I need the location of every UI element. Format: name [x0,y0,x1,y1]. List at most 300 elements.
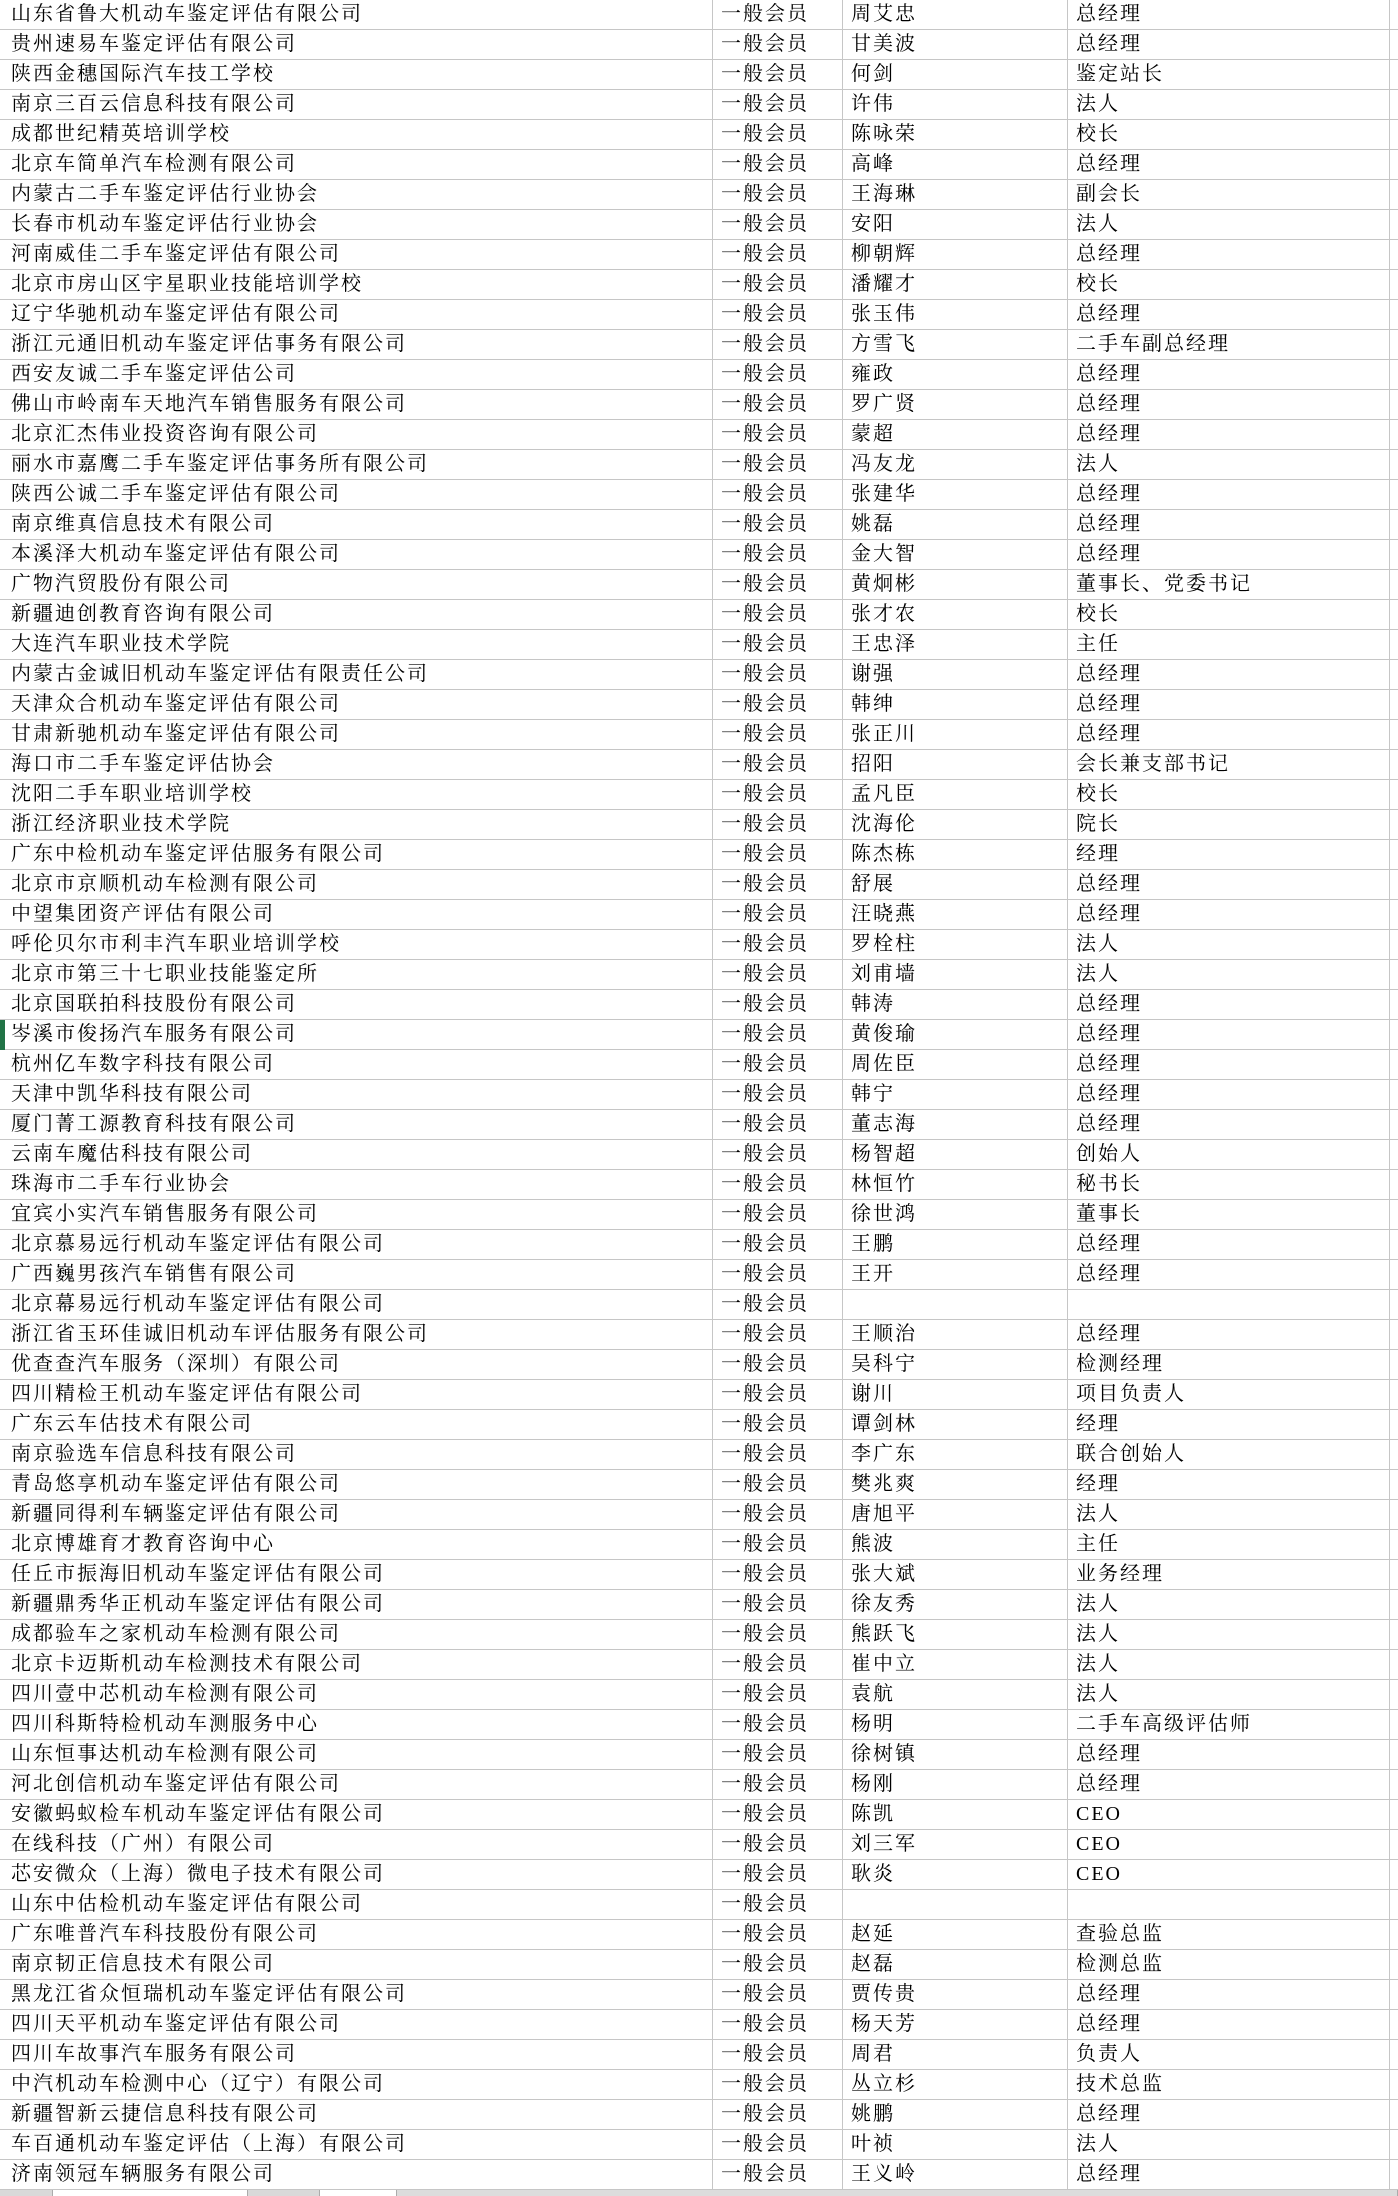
cell-membership[interactable]: 一般会员 [713,1500,843,1530]
cell-membership[interactable]: 一般会员 [713,510,843,540]
cell-title[interactable]: 法人 [1068,2130,1390,2160]
cell-next-column-sliver[interactable] [1390,2100,1398,2130]
cell-membership[interactable]: 一般会员 [713,1680,843,1710]
cell-next-column-sliver[interactable] [1390,1380,1398,1410]
cell-contact[interactable]: 陈杰栋 [843,840,1068,870]
cell-company[interactable]: 杭州亿车数字科技有限公司 [0,1050,713,1080]
cell-company[interactable]: 北京市第三十七职业技能鉴定所 [0,960,713,990]
cell-company[interactable]: 四川壹中芯机动车检测有限公司 [0,1680,713,1710]
cell-contact[interactable]: 黄炯彬 [843,570,1068,600]
cell-title[interactable]: 总经理 [1068,900,1390,930]
cell-membership[interactable]: 一般会员 [713,960,843,990]
cell-company[interactable]: 长春市机动车鉴定评估行业协会 [0,210,713,240]
cell-contact[interactable]: 赵磊 [843,1950,1068,1980]
cell-membership[interactable]: 一般会员 [713,1170,843,1200]
cell-title[interactable]: 校长 [1068,270,1390,300]
cell-contact[interactable]: 王鹏 [843,1230,1068,1260]
cell-contact[interactable]: 柳朝辉 [843,240,1068,270]
cell-title[interactable]: 总经理 [1068,420,1390,450]
cell-title[interactable]: 查验总监 [1068,1920,1390,1950]
cell-title[interactable]: 法人 [1068,1500,1390,1530]
cell-contact[interactable]: 王忠泽 [843,630,1068,660]
cell-title[interactable]: 法人 [1068,90,1390,120]
cell-title[interactable]: 检测经理 [1068,1350,1390,1380]
cell-contact[interactable]: 杨天芳 [843,2010,1068,2040]
cell-next-column-sliver[interactable] [1390,210,1398,240]
cell-company[interactable]: 任丘市振海旧机动车鉴定评估有限公司 [0,1560,713,1590]
cell-company[interactable]: 南京韧正信息技术有限公司 [0,1950,713,1980]
cell-membership[interactable]: 一般会员 [713,2010,843,2040]
cell-next-column-sliver[interactable] [1390,810,1398,840]
cell-title[interactable]: 总经理 [1068,1020,1390,1050]
cell-contact[interactable]: 徐友秀 [843,1590,1068,1620]
cell-membership[interactable]: 一般会员 [713,0,843,30]
cell-title[interactable]: 总经理 [1068,1980,1390,2010]
cell-next-column-sliver[interactable] [1390,840,1398,870]
cell-next-column-sliver[interactable] [1390,690,1398,720]
cell-contact[interactable]: 李广东 [843,1440,1068,1470]
cell-company[interactable]: 广东中检机动车鉴定评估服务有限公司 [0,840,713,870]
cell-company[interactable]: 北京慕易远行机动车鉴定评估有限公司 [0,1230,713,1260]
cell-title[interactable]: 法人 [1068,210,1390,240]
cell-company[interactable]: 浙江经济职业技术学院 [0,810,713,840]
cell-title[interactable]: 总经理 [1068,720,1390,750]
cell-company[interactable]: 北京车简单汽车检测有限公司 [0,150,713,180]
cell-title[interactable]: 总经理 [1068,1740,1390,1770]
cell-company[interactable]: 天津众合机动车鉴定评估有限公司 [0,690,713,720]
cell-contact[interactable]: 冯友龙 [843,450,1068,480]
cell-company[interactable]: 青岛悠享机动车鉴定评估有限公司 [0,1470,713,1500]
cell-next-column-sliver[interactable] [1390,1860,1398,1890]
cell-next-column-sliver[interactable] [1390,630,1398,660]
cell-title[interactable]: 总经理 [1068,1260,1390,1290]
cell-title[interactable]: 经理 [1068,1410,1390,1440]
cell-company[interactable]: 佛山市岭南车天地汽车销售服务有限公司 [0,390,713,420]
cell-membership[interactable]: 一般会员 [713,660,843,690]
cell-next-column-sliver[interactable] [1390,1800,1398,1830]
cell-next-column-sliver[interactable] [1390,1290,1398,1320]
cell-contact[interactable]: 舒展 [843,870,1068,900]
cell-contact[interactable]: 谢川 [843,1380,1068,1410]
cell-contact[interactable]: 金大智 [843,540,1068,570]
cell-company[interactable]: 成都验车之家机动车检测有限公司 [0,1620,713,1650]
cell-next-column-sliver[interactable] [1390,1440,1398,1470]
cell-title[interactable]: 总经理 [1068,480,1390,510]
cell-next-column-sliver[interactable] [1390,180,1398,210]
cell-next-column-sliver[interactable] [1390,570,1398,600]
cell-contact[interactable]: 甘美波 [843,30,1068,60]
cell-company[interactable]: 内蒙古二手车鉴定评估行业协会 [0,180,713,210]
cell-next-column-sliver[interactable] [1390,2130,1398,2160]
cell-contact[interactable]: 罗广贤 [843,390,1068,420]
cell-membership[interactable]: 一般会员 [713,900,843,930]
cell-company[interactable]: 珠海市二手车行业协会 [0,1170,713,1200]
cell-membership[interactable]: 一般会员 [713,1470,843,1500]
cell-company[interactable]: 新疆鼎秀华正机动车鉴定评估有限公司 [0,1590,713,1620]
cell-next-column-sliver[interactable] [1390,990,1398,1020]
cell-contact[interactable]: 谭剑林 [843,1410,1068,1440]
cell-company[interactable]: 北京市京顺机动车检测有限公司 [0,870,713,900]
cell-company[interactable]: 济南领冠车辆服务有限公司 [0,2160,713,2190]
cell-title[interactable]: 总经理 [1068,30,1390,60]
cell-title[interactable]: 二手车高级评估师 [1068,1710,1390,1740]
cell-next-column-sliver[interactable] [1390,0,1398,30]
cell-membership[interactable]: 一般会员 [713,1710,843,1740]
cell-company[interactable]: 北京市房山区宇星职业技能培训学校 [0,270,713,300]
cell-membership[interactable]: 一般会员 [713,600,843,630]
cell-contact[interactable]: 方雪飞 [843,330,1068,360]
cell-contact[interactable]: 刘三军 [843,1830,1068,1860]
cell-contact[interactable]: 韩涛 [843,990,1068,1020]
cell-title[interactable]: 主任 [1068,630,1390,660]
cell-contact[interactable]: 叶祯 [843,2130,1068,2160]
cell-contact[interactable]: 王义岭 [843,2160,1068,2190]
cell-membership[interactable]: 一般会员 [713,420,843,450]
cell-title[interactable]: 法人 [1068,1620,1390,1650]
cell-next-column-sliver[interactable] [1390,1500,1398,1530]
cell-membership[interactable]: 一般会员 [713,1440,843,1470]
cell-contact[interactable]: 张玉伟 [843,300,1068,330]
cell-membership[interactable]: 一般会员 [713,360,843,390]
cell-contact[interactable]: 潘耀才 [843,270,1068,300]
cell-title[interactable]: 法人 [1068,960,1390,990]
cell-company[interactable]: 河北创信机动车鉴定评估有限公司 [0,1770,713,1800]
cell-membership[interactable]: 一般会员 [713,1320,843,1350]
cell-company[interactable]: 中望集团资产评估有限公司 [0,900,713,930]
cell-next-column-sliver[interactable] [1390,450,1398,480]
cell-title[interactable]: 创始人 [1068,1140,1390,1170]
cell-membership[interactable]: 一般会员 [713,210,843,240]
cell-contact[interactable]: 韩宁 [843,1080,1068,1110]
cell-title[interactable]: 总经理 [1068,300,1390,330]
cell-membership[interactable]: 一般会员 [713,390,843,420]
cell-membership[interactable]: 一般会员 [713,1560,843,1590]
cell-membership[interactable]: 一般会员 [713,2130,843,2160]
cell-title[interactable]: 总经理 [1068,390,1390,420]
cell-membership[interactable]: 一般会员 [713,720,843,750]
cell-membership[interactable]: 一般会员 [713,90,843,120]
cell-membership[interactable]: 一般会员 [713,1290,843,1320]
cell-next-column-sliver[interactable] [1390,240,1398,270]
cell-contact[interactable] [843,1890,1068,1920]
cell-contact[interactable]: 陈凯 [843,1800,1068,1830]
cell-company[interactable]: 甘肃新驰机动车鉴定评估有限公司 [0,720,713,750]
cell-title[interactable]: 校长 [1068,780,1390,810]
cell-title[interactable]: 总经理 [1068,660,1390,690]
cell-contact[interactable]: 黄俊瑜 [843,1020,1068,1050]
cell-next-column-sliver[interactable] [1390,60,1398,90]
cell-contact[interactable]: 雍政 [843,360,1068,390]
cell-contact[interactable]: 安阳 [843,210,1068,240]
cell-next-column-sliver[interactable] [1390,1650,1398,1680]
cell-company[interactable]: 陕西金穗国际汽车技工学校 [0,60,713,90]
cell-contact[interactable]: 许伟 [843,90,1068,120]
cell-next-column-sliver[interactable] [1390,1770,1398,1800]
cell-title[interactable]: 总经理 [1068,360,1390,390]
cell-membership[interactable]: 一般会员 [713,240,843,270]
cell-next-column-sliver[interactable] [1390,1230,1398,1260]
cell-title[interactable]: 秘书长 [1068,1170,1390,1200]
cell-title[interactable]: 院长 [1068,810,1390,840]
cell-contact[interactable]: 蒙超 [843,420,1068,450]
cell-next-column-sliver[interactable] [1390,1530,1398,1560]
cell-next-column-sliver[interactable] [1390,1620,1398,1650]
cell-title[interactable]: CEO [1068,1800,1390,1830]
cell-membership[interactable]: 一般会员 [713,990,843,1020]
cell-membership[interactable]: 一般会员 [713,150,843,180]
cell-company[interactable]: 新疆智新云捷信息科技有限公司 [0,2100,713,2130]
cell-company[interactable]: 贵州速易车鉴定评估有限公司 [0,30,713,60]
cell-contact[interactable]: 董志海 [843,1110,1068,1140]
cell-next-column-sliver[interactable] [1390,750,1398,780]
cell-title[interactable]: 总经理 [1068,1050,1390,1080]
cell-next-column-sliver[interactable] [1390,2160,1398,2190]
cell-membership[interactable]: 一般会员 [713,1920,843,1950]
cell-next-column-sliver[interactable] [1390,90,1398,120]
cell-membership[interactable]: 一般会员 [713,1350,843,1380]
cell-membership[interactable]: 一般会员 [713,930,843,960]
cell-next-column-sliver[interactable] [1390,2010,1398,2040]
cell-company[interactable]: 西安友诚二手车鉴定评估公司 [0,360,713,390]
cell-company[interactable]: 浙江元通旧机动车鉴定评估事务有限公司 [0,330,713,360]
cell-contact[interactable]: 张建华 [843,480,1068,510]
cell-membership[interactable]: 一般会员 [713,1140,843,1170]
cell-contact[interactable]: 张才农 [843,600,1068,630]
cell-next-column-sliver[interactable] [1390,330,1398,360]
cell-membership[interactable]: 一般会员 [713,1890,843,1920]
cell-title[interactable]: 法人 [1068,1680,1390,1710]
cell-company[interactable]: 在线科技（广州）有限公司 [0,1830,713,1860]
cell-company[interactable]: 山东恒事达机动车检测有限公司 [0,1740,713,1770]
cell-membership[interactable]: 一般会员 [713,1230,843,1260]
cell-title[interactable]: CEO [1068,1860,1390,1890]
cell-company[interactable]: 内蒙古金诚旧机动车鉴定评估有限责任公司 [0,660,713,690]
cell-title[interactable]: 法人 [1068,1590,1390,1620]
cell-membership[interactable]: 一般会员 [713,540,843,570]
cell-company[interactable]: 优查查汽车服务（深圳）有限公司 [0,1350,713,1380]
cell-contact[interactable]: 王顺治 [843,1320,1068,1350]
cell-company[interactable]: 中汽机动车检测中心（辽宁）有限公司 [0,2070,713,2100]
cell-company[interactable]: 岑溪市俊扬汽车服务有限公司 [0,1020,713,1050]
cell-contact[interactable]: 林恒竹 [843,1170,1068,1200]
cell-membership[interactable]: 一般会员 [713,1770,843,1800]
cell-title[interactable]: 会长兼支部书记 [1068,750,1390,780]
cell-next-column-sliver[interactable] [1390,1950,1398,1980]
cell-company[interactable]: 北京汇杰伟业投资咨询有限公司 [0,420,713,450]
cell-membership[interactable]: 一般会员 [713,840,843,870]
cell-contact[interactable]: 姚磊 [843,510,1068,540]
cell-company[interactable]: 广东云车估技术有限公司 [0,1410,713,1440]
cell-contact[interactable]: 贾传贵 [843,1980,1068,2010]
cell-company[interactable]: 陕西公诚二手车鉴定评估有限公司 [0,480,713,510]
cell-membership[interactable]: 一般会员 [713,750,843,780]
cell-company[interactable]: 天津中凯华科技有限公司 [0,1080,713,1110]
cell-membership[interactable]: 一般会员 [713,180,843,210]
cell-next-column-sliver[interactable] [1390,270,1398,300]
cell-company[interactable]: 黑龙江省众恒瑞机动车鉴定评估有限公司 [0,1980,713,2010]
cell-title[interactable] [1068,1290,1390,1320]
cell-contact[interactable]: 熊波 [843,1530,1068,1560]
cell-contact[interactable]: 张正川 [843,720,1068,750]
cell-contact[interactable]: 周君 [843,2040,1068,2070]
cell-title[interactable]: 校长 [1068,600,1390,630]
cell-next-column-sliver[interactable] [1390,1560,1398,1590]
cell-next-column-sliver[interactable] [1390,420,1398,450]
cell-next-column-sliver[interactable] [1390,1260,1398,1290]
cell-next-column-sliver[interactable] [1390,390,1398,420]
cell-contact[interactable]: 王开 [843,1260,1068,1290]
cell-next-column-sliver[interactable] [1390,1020,1398,1050]
cell-next-column-sliver[interactable] [1390,480,1398,510]
cell-title[interactable]: 经理 [1068,840,1390,870]
cell-company[interactable]: 南京维真信息技术有限公司 [0,510,713,540]
cell-title[interactable]: 检测总监 [1068,1950,1390,1980]
cell-title[interactable]: 总经理 [1068,690,1390,720]
cell-next-column-sliver[interactable] [1390,360,1398,390]
cell-next-column-sliver[interactable] [1390,1980,1398,2010]
cell-contact[interactable]: 熊跃飞 [843,1620,1068,1650]
cell-next-column-sliver[interactable] [1390,1200,1398,1230]
cell-title[interactable]: 总经理 [1068,0,1390,30]
cell-contact[interactable]: 姚鹏 [843,2100,1068,2130]
cell-contact[interactable] [843,1290,1068,1320]
cell-membership[interactable]: 一般会员 [713,1530,843,1560]
cell-membership[interactable]: 一般会员 [713,1200,843,1230]
cell-title[interactable]: 法人 [1068,1650,1390,1680]
cell-membership[interactable]: 一般会员 [713,300,843,330]
cell-contact[interactable]: 崔中立 [843,1650,1068,1680]
cell-company[interactable]: 大连汽车职业技术学院 [0,630,713,660]
cell-next-column-sliver[interactable] [1390,1410,1398,1440]
cell-title[interactable]: 技术总监 [1068,2070,1390,2100]
cell-company[interactable]: 浙江省玉环佳诚旧机动车评估服务有限公司 [0,1320,713,1350]
cell-next-column-sliver[interactable] [1390,780,1398,810]
cell-contact[interactable]: 杨刚 [843,1770,1068,1800]
cell-membership[interactable]: 一般会员 [713,2040,843,2070]
cell-title[interactable]: 总经理 [1068,240,1390,270]
cell-company[interactable]: 四川天平机动车鉴定评估有限公司 [0,2010,713,2040]
cell-next-column-sliver[interactable] [1390,1350,1398,1380]
cell-membership[interactable]: 一般会员 [713,690,843,720]
cell-membership[interactable]: 一般会员 [713,810,843,840]
cell-membership[interactable]: 一般会员 [713,2100,843,2130]
cell-membership[interactable]: 一般会员 [713,1110,843,1140]
cell-membership[interactable]: 一般会员 [713,1740,843,1770]
cell-next-column-sliver[interactable] [1390,1590,1398,1620]
cell-contact[interactable]: 招阳 [843,750,1068,780]
cell-contact[interactable]: 王海琳 [843,180,1068,210]
cell-next-column-sliver[interactable] [1390,1830,1398,1860]
cell-membership[interactable]: 一般会员 [713,1020,843,1050]
cell-membership[interactable]: 一般会员 [713,30,843,60]
cell-membership[interactable]: 一般会员 [713,1620,843,1650]
cell-title[interactable]: 联合创始人 [1068,1440,1390,1470]
cell-title[interactable]: 主任 [1068,1530,1390,1560]
cell-membership[interactable]: 一般会员 [713,60,843,90]
cell-next-column-sliver[interactable] [1390,30,1398,60]
cell-title[interactable]: 项目负责人 [1068,1380,1390,1410]
cell-company[interactable]: 安徽蚂蚁检车机动车鉴定评估有限公司 [0,1800,713,1830]
cell-membership[interactable]: 一般会员 [713,2160,843,2190]
cell-company[interactable]: 北京国联拍科技股份有限公司 [0,990,713,1020]
cell-next-column-sliver[interactable] [1390,660,1398,690]
cell-company[interactable]: 河南威佳二手车鉴定评估有限公司 [0,240,713,270]
cell-next-column-sliver[interactable] [1390,2040,1398,2070]
cell-next-column-sliver[interactable] [1390,1470,1398,1500]
cell-next-column-sliver[interactable] [1390,1680,1398,1710]
cell-contact[interactable]: 丛立杉 [843,2070,1068,2100]
cell-company[interactable]: 新疆同得利车辆鉴定评估有限公司 [0,1500,713,1530]
cell-company[interactable]: 四川科斯特检机动车测服务中心 [0,1710,713,1740]
cell-next-column-sliver[interactable] [1390,1740,1398,1770]
cell-membership[interactable]: 一般会员 [713,630,843,660]
cell-membership[interactable]: 一般会员 [713,1980,843,2010]
cell-title[interactable]: 总经理 [1068,540,1390,570]
cell-membership[interactable]: 一般会员 [713,1950,843,1980]
cell-membership[interactable]: 一般会员 [713,120,843,150]
cell-next-column-sliver[interactable] [1390,2070,1398,2100]
cell-title[interactable]: 总经理 [1068,2160,1390,2190]
cell-title[interactable]: 总经理 [1068,990,1390,1020]
cell-company[interactable]: 宜宾小实汽车销售服务有限公司 [0,1200,713,1230]
cell-contact[interactable]: 罗栓柱 [843,930,1068,960]
cell-contact[interactable]: 韩绅 [843,690,1068,720]
cell-contact[interactable]: 谢强 [843,660,1068,690]
cell-next-column-sliver[interactable] [1390,1170,1398,1200]
cell-company[interactable]: 海口市二手车鉴定评估协会 [0,750,713,780]
cell-next-column-sliver[interactable] [1390,960,1398,990]
cell-membership[interactable]: 一般会员 [713,1860,843,1890]
cell-next-column-sliver[interactable] [1390,1140,1398,1170]
cell-title[interactable]: 总经理 [1068,1110,1390,1140]
cell-title[interactable]: CEO [1068,1830,1390,1860]
cell-contact[interactable]: 徐世鸿 [843,1200,1068,1230]
cell-contact[interactable]: 杨智超 [843,1140,1068,1170]
cell-title[interactable]: 总经理 [1068,2100,1390,2130]
cell-title[interactable]: 总经理 [1068,1230,1390,1260]
cell-contact[interactable]: 赵延 [843,1920,1068,1950]
cell-company[interactable]: 丽水市嘉鹰二手车鉴定评估事务所有限公司 [0,450,713,480]
cell-title[interactable]: 总经理 [1068,1770,1390,1800]
cell-title[interactable]: 总经理 [1068,1320,1390,1350]
cell-contact[interactable]: 周佐臣 [843,1050,1068,1080]
cell-contact[interactable]: 吴科宁 [843,1350,1068,1380]
cell-title[interactable]: 二手车副总经理 [1068,330,1390,360]
cell-company[interactable]: 成都世纪精英培训学校 [0,120,713,150]
cell-contact[interactable]: 耿炎 [843,1860,1068,1890]
cell-next-column-sliver[interactable] [1390,720,1398,750]
cell-contact[interactable]: 袁航 [843,1680,1068,1710]
cell-title[interactable]: 业务经理 [1068,1560,1390,1590]
cell-membership[interactable]: 一般会员 [713,1650,843,1680]
cell-company[interactable]: 四川精检王机动车鉴定评估有限公司 [0,1380,713,1410]
cell-company[interactable]: 新疆迪创教育咨询有限公司 [0,600,713,630]
cell-title[interactable]: 总经理 [1068,150,1390,180]
cell-next-column-sliver[interactable] [1390,600,1398,630]
cell-contact[interactable]: 汪晓燕 [843,900,1068,930]
cell-membership[interactable]: 一般会员 [713,570,843,600]
cell-contact[interactable]: 何剑 [843,60,1068,90]
cell-next-column-sliver[interactable] [1390,1320,1398,1350]
cell-membership[interactable]: 一般会员 [713,2070,843,2100]
cell-company[interactable]: 本溪泽大机动车鉴定评估有限公司 [0,540,713,570]
cell-company[interactable]: 云南车魔估科技有限公司 [0,1140,713,1170]
cell-company[interactable]: 沈阳二手车职业培训学校 [0,780,713,810]
cell-membership[interactable]: 一般会员 [713,1590,843,1620]
cell-membership[interactable]: 一般会员 [713,870,843,900]
cell-title[interactable]: 总经理 [1068,1080,1390,1110]
cell-contact[interactable]: 徐树镇 [843,1740,1068,1770]
